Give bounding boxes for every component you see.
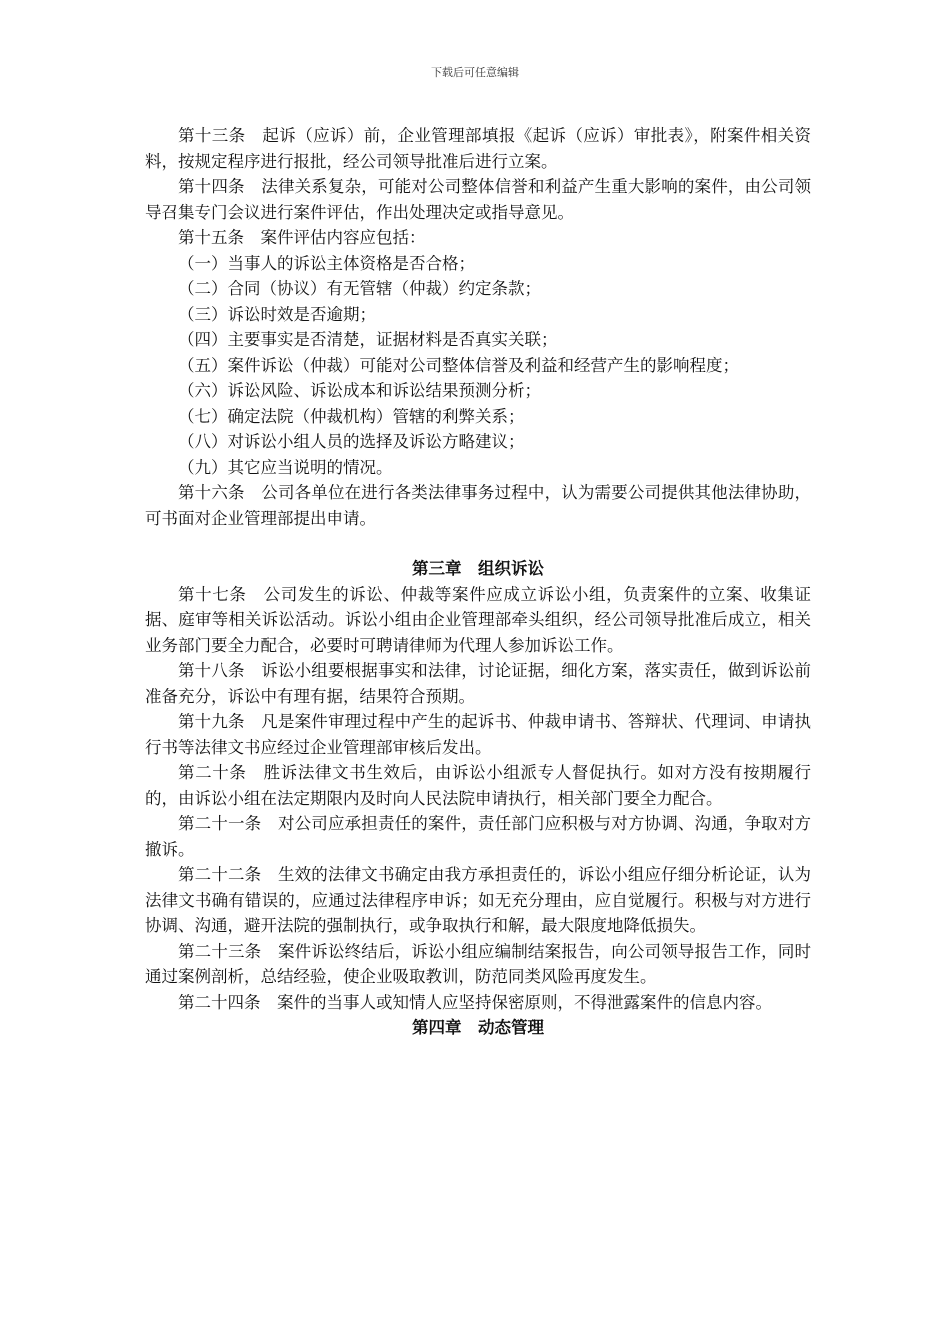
- article-15-item-2: （二）合同（协议）有无管辖（仲裁）约定条款；: [178, 279, 541, 298]
- article-15-item-4: （四）主要事实是否清楚，证据材料是否真实关联；: [178, 330, 558, 349]
- article-15-item-6: （六）诉讼风险、诉讼成本和诉讼结果预测分析；: [178, 381, 541, 400]
- article-19: 第十九条 凡是案件审理过程中产生的起诉书、仲裁申请书、答辩状、代理词、申请执行书等法律文书应经过企业管理部审核后发出。: [145, 712, 811, 757]
- article-23: 第二十三条 案件诉讼终结后，诉讼小组应编制结案报告，向公司领导报告工作，同时通过案例剖析，总结经验，使企业吸取教训，防范同类风险再度发生。: [145, 941, 811, 986]
- document-body: [145, 123, 811, 1041]
- chapter-4-heading: 第四章 动态管理: [412, 1018, 544, 1037]
- article-17: 第十七条 公司发生的诉讼、仲裁等案件应成立诉讼小组，负责案件的立案、收集证据、庭审等相关诉讼活动。诉讼小组由企业管理部牵头组织，经公司领导批准后成立，相关业务部门要全力配合，必要时可聘请律师为代理人参加诉讼工作。: [145, 584, 811, 655]
- article-15-item-1: （一）当事人的诉讼主体资格是否合格；: [178, 253, 475, 273]
- article-15-item-3: （三）诉讼时效是否逾期；: [178, 304, 376, 324]
- page-header-note: 下载后可任意编辑: [431, 66, 519, 79]
- article-21: 第二十一条 对公司应承担责任的案件，责任部门应积极与对方协调、沟通，争取对方撤诉。: [145, 814, 811, 859]
- article-24: 第二十四条 案件的当事人或知情人应坚持保密原则，不得泄露案件的信息内容。: [178, 992, 772, 1012]
- article-15-item-9: （九）其它应当说明的情况。: [178, 457, 393, 477]
- article-18: 第十八条 诉讼小组要根据事实和法律，讨论证据，细化方案，落实责任，做到诉讼前准备充分，诉讼中有理有据，结果符合预期。: [145, 661, 811, 706]
- article-15: 第十五条 案件评估内容应包括：: [178, 228, 426, 247]
- article-15-item-5: （五）案件诉讼（仲裁）可能对公司整体信誉及利益和经营产生的影响程度；: [178, 355, 739, 375]
- article-16: 第十六条 公司各单位在进行各类法律事务过程中，认为需要公司提供其他法律协助，可书面对企业管理部提出申请。: [145, 483, 811, 528]
- article-22: 第二十二条 生效的法律文书确定由我方承担责任的，诉讼小组应仔细分析论证，认为法律文书确有错误的，应通过法律程序申诉；如无充分理由，应自觉履行。积极与对方进行协调、沟通，避开法院的强制执行，或争取执行和解，最大限度地降低损失。: [145, 865, 811, 935]
- article-20: 第二十条 胜诉法律文书生效后，由诉讼小组派专人督促执行。如对方没有按期履行的，由诉讼小组在法定期限内及时向人民法院申请执行，相关部门要全力配合。: [145, 763, 811, 808]
- article-13: 第十三条 起诉（应诉）前，企业管理部填报《起诉（应诉）审批表》，附案件相关资料，按规定程序进行报批，经公司领导批准后进行立案。: [145, 126, 811, 171]
- article-14: 第十四条 法律关系复杂，可能对公司整体信誉和利益产生重大影响的案件，由公司领导召集专门会议进行案件评估，作出处理决定或指导意见。: [145, 177, 811, 222]
- article-15-item-8: （八）对诉讼小组人员的选择及诉讼方略建议；: [178, 432, 525, 451]
- chapter-3-heading: 第三章 组织诉讼: [412, 559, 544, 578]
- article-15-item-7: （七）确定法院（仲裁机构）管辖的利弊关系；: [178, 406, 525, 426]
